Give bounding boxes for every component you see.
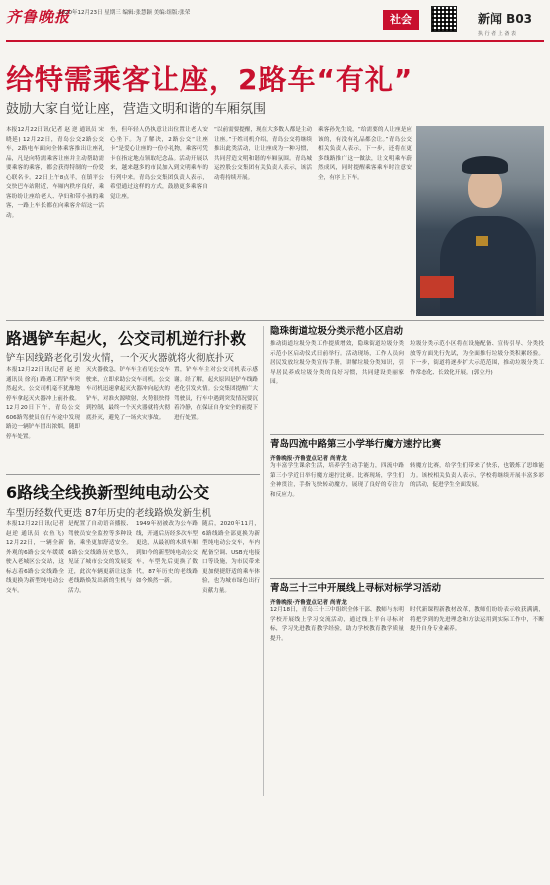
headline-rubik: 青岛四流中路第三小学举行魔方速拧比赛 [270,439,442,450]
section-divider [270,434,544,435]
subhead-fire: 铲车因线路老化引发火情，一个灭火器就将火彻底扑灭 [6,353,235,364]
article1-col3: “以前需要提醒，现在大多数人都是主动让座。”于姓司机介绍，青岛公交将继续推出此类活动，让让座成为一种习惯，共同营造文明和谐的车厢氛围。青岛城运控股公交集团有关负责人表示，该活动将持续开展。 [214,127,312,181]
article3-col1: 推动街道垃圾分类工作提质增效，隐珠街道垃圾分类示范小区启动仪式日前举行。活动现场，工作人员向居民发放垃圾分类宣传手册，讲解垃圾分类知识，引导居民养成垃圾分类的良好习惯，共同建设美丽家园。 [270,341,404,385]
subhead-electric-bus: 车型历经数代更迭 87年历史的老线路焕发新生机 [6,508,212,519]
article4-col3: 1949年初被改为公车路线，开通后历经多次车型更迭，从最初的木质车厢到如今的新型纯电动公交车，车型先后更换了数代，87年历史的老线路如今焕然一新。 [136,521,198,584]
newspaper-logo: 齐鲁晚报 [6,8,71,26]
article2-col2: 灭火器救急，铲车车主看见公交车驶来，立即求助公交车司机。公交车司机迅速拿起灭火器冲向起火的铲车，对准火源喷射，火势很快得到控制，最终一个灭火器就将火彻底扑灭，避免了一场火灾事故。 [86,367,170,421]
headline-bus-seat: 给特需乘客让座，2路车“有礼” [6,63,414,96]
headline-fire: 路遇铲车起火，公交司机逆行扑救 [6,329,247,348]
article2-col1: 本报12月22日讯(记者 赵 逆 通讯员 徐亮) 路遇工程铲车突然起火，公交司机毫不犹豫地停车拿起灭火器冲上前扑救。12月20日下午，青岛公交606路驾驶员在行车途中发现路边一辆铲车冒出浓烟，随即停车处置。 [6,367,80,440]
masthead-rule [6,40,544,42]
subhead-bus-seat: 鼓励大家自觉让座，营造文明和谐的车厢氛围 [6,102,267,117]
qr-code-icon [431,6,457,32]
section-tag: 社会 [383,10,419,30]
article1-col1: 本报12月22日讯(记者 赵 逆 通讯员 宋晓延) 12月22日，青岛公交2路公交车，2路电车面向全体乘客推出让座礼品，凡是向特需乘客让座并主动帮助需要乘客的乘客，都会获得特制的一份爱心联名卡。22日上午8点半，在镇平公交快巴车站附近，车厢内秩序良好，乘客纷纷让座给老人、孕妇和带小孩的乘客，一路上车长都在向乘客介绍这一活动。 [6,127,104,219]
masthead [0,0,550,46]
section-divider [6,320,544,321]
article5-col1: 为丰富学生课余生活，培养学生动手能力，四流中路第三小学近日举行魔方速拧比赛。比赛现场，学生们全神贯注，手指飞快转动魔方，展现了良好的专注力和反应力。 [270,463,404,498]
article1-col4: 乘客孙先生说，“给需要的人让座是应该的，有没有礼品都会让。”青岛公交相关负责人表示，下一步，还将在更多线路推广这一做法，让文明乘车蔚然成风，同时提醒乘客乘车时注意安全，有序上下车。 [318,127,412,181]
article3-col2: 垃圾分类示范小区将在设施配备、宣传引导、分类投放等方面先行先试，为全面推行垃圾分类积累经验。下一步，街道将逐步扩大示范范围，推动垃圾分类工作常态化、长效化开展。(郭立丹) [410,341,544,376]
bus-driver-photo [416,126,544,316]
column-divider [263,326,264,796]
article4-col4: 随后，2020年11月，6路线路全部更换为新型纯电动公交车，车内配备空调、USB充电接口等设施，为市民带来更加便捷舒适的乘车体验，也为城市绿色出行贡献力量。 [202,521,260,594]
page-editors: 执 行 者 上 备 表 [478,31,516,37]
headline-electric-bus: 6路线全线换新型纯电动公交 [6,483,210,502]
headline-school: 青岛三十三中开展线上寻标对标学习活动 [270,583,442,594]
byline-school: 齐鲁晚报·齐鲁壹点记者 尚青龙 [270,600,347,606]
section-divider [270,578,544,579]
article4-col1: 本报12月22日讯(记者 赵逆 通讯员 衣鱼飞) 12月22日，一辆全新外观的6路公交车缓缓驶入老城区公交站，这标志着6路公交线路全线更换为新型纯电动公交车。 [6,521,64,594]
article4-col2: 是配置了自动语音播报、驾驶员安全监控等多种设备，乘坐更加舒适安全。6路公交线路历史悠久，见证了城市公交的发展变迁，此次车辆更新让这条老线路焕发出新的生机与活力。 [68,521,132,594]
byline-rubik: 齐鲁晚报·齐鲁壹点记者 尚青龙 [270,456,347,462]
article1-col2: 坐，但年轻人仍执意让出位置让老人安心坐下。为了解决，2路公交“让座卡”是爱心让座的一份小礼物，乘客可凭卡在指定地点领取纪念品。活动开展以来，越来越多的市民加入到文明乘车的行列中来。青岛公交集团负责人表示，希望通过这样的方式，鼓励更多乘客自觉让座。 [110,127,208,200]
article5-col2: 转魔方比赛，给学生们带来了快乐，也锻炼了思维能力。该校相关负责人表示，学校将继续开展丰富多彩的活动，促进学生全面发展。 [410,463,544,488]
article6-col1: 12月18日，青岛三十三中组织全体干部、教师与东明学校开展线上学习交流活动，通过线上平台寻标对标，学习先进教育教学经验，助力学校教育教学质量提升。 [270,607,404,642]
page-label: 新闻 B03 [478,12,533,26]
section-divider [6,474,260,475]
article6-col2: 时代新课程新教材改革，教师们纷纷表示收获满满，将把学到的先进理念和方法运用到实际工作中，不断提升自身专业素养。 [410,607,544,632]
headline-garbage: 隐珠街道垃圾分类示范小区启动 [270,326,404,337]
issue-meta: 2020年12月23日 星期三 编辑:张慧颖 美编:组版:张荣 [58,10,191,16]
article2-col3: 置，铲车车主对公交司机表示感谢。经了解，起火原因是铲车线路老化引发火情。公交集团提醒广大驾驶员，行车中遇到突发情况要沉着冷静，在保证自身安全的前提下进行处置。 [174,367,258,421]
